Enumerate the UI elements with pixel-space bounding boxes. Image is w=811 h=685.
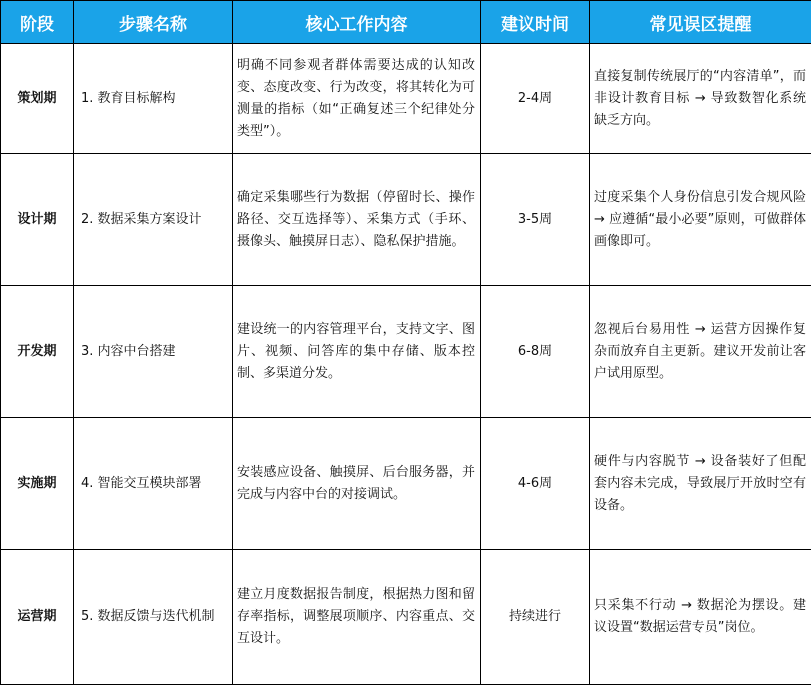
step-cell: 4. 智能交互模块部署 bbox=[74, 418, 233, 550]
table-row bbox=[1, 418, 811, 550]
table-row bbox=[1, 154, 811, 286]
table-row bbox=[1, 550, 811, 685]
step-cell: 2. 数据采集方案设计 bbox=[74, 154, 233, 286]
header-row bbox=[1, 1, 811, 44]
step-cell: 1. 教育目标解构 bbox=[74, 44, 233, 154]
content-cell: 建设统一的内容管理平台，支持文字、图片、视频、问答库的集中存储、版本控制、多渠道分发。 bbox=[233, 286, 481, 418]
mistake-cell: 直接复制传统展厅的“内容清单”，而非设计教育目标 → 导致数智化系统缺乏方向。 bbox=[590, 44, 811, 154]
stage-cell: 策划期 bbox=[1, 44, 74, 154]
mistake-cell: 忽视后台易用性 → 运营方因操作复杂而放弃自主更新。建议开发前让客户试用原型。 bbox=[590, 286, 811, 418]
table-row bbox=[1, 44, 811, 154]
content-cell: 安装感应设备、触摸屏、后台服务器，并完成与内容中台的对接调试。 bbox=[233, 418, 481, 550]
mistake-cell: 硬件与内容脱节 → 设备装好了但配套内容未完成，导致展厅开放时空有设备。 bbox=[590, 418, 811, 550]
mistake-cell: 只采集不行动 → 数据沦为摆设。建议设置“数据运营专员”岗位。 bbox=[590, 550, 811, 685]
header-mistake: 常见误区提醒 bbox=[590, 1, 811, 44]
content-cell: 建立月度数据报告制度，根据热力图和留存率指标，调整展项顺序、内容重点、交互设计。 bbox=[233, 550, 481, 685]
step-cell: 5. 数据反馈与迭代机制 bbox=[74, 550, 233, 685]
content-cell: 明确不同参观者群体需要达成的认知改变、态度改变、行为改变，将其转化为可测量的指标（如“正确复述三个纪律处分类型”）。 bbox=[233, 44, 481, 154]
header-duration: 建议时间 bbox=[481, 1, 590, 44]
duration-cell: 4-6周 bbox=[481, 418, 590, 550]
stage-cell: 实施期 bbox=[1, 418, 74, 550]
table-body bbox=[1, 44, 811, 685]
stage-cell: 运营期 bbox=[1, 550, 74, 685]
header-content: 核心工作内容 bbox=[233, 1, 481, 44]
stage-cell: 开发期 bbox=[1, 286, 74, 418]
mistake-cell: 过度采集个人身份信息引发合规风险 → 应遵循“最小必要”原则，可做群体画像即可。 bbox=[590, 154, 811, 286]
header-step: 步骤名称 bbox=[74, 1, 233, 44]
step-cell: 3. 内容中台搭建 bbox=[74, 286, 233, 418]
duration-cell: 3-5周 bbox=[481, 154, 590, 286]
table-header bbox=[1, 1, 811, 44]
content-cell: 确定采集哪些行为数据（停留时长、操作路径、交互选择等）、采集方式（手环、摄像头、触摸屏日志）、隐私保护措施。 bbox=[233, 154, 481, 286]
duration-cell: 6-8周 bbox=[481, 286, 590, 418]
table-row bbox=[1, 286, 811, 418]
duration-cell: 持续进行 bbox=[481, 550, 590, 685]
header-stage: 阶段 bbox=[1, 1, 74, 44]
stage-cell: 设计期 bbox=[1, 154, 74, 286]
duration-cell: 2-4周 bbox=[481, 44, 590, 154]
